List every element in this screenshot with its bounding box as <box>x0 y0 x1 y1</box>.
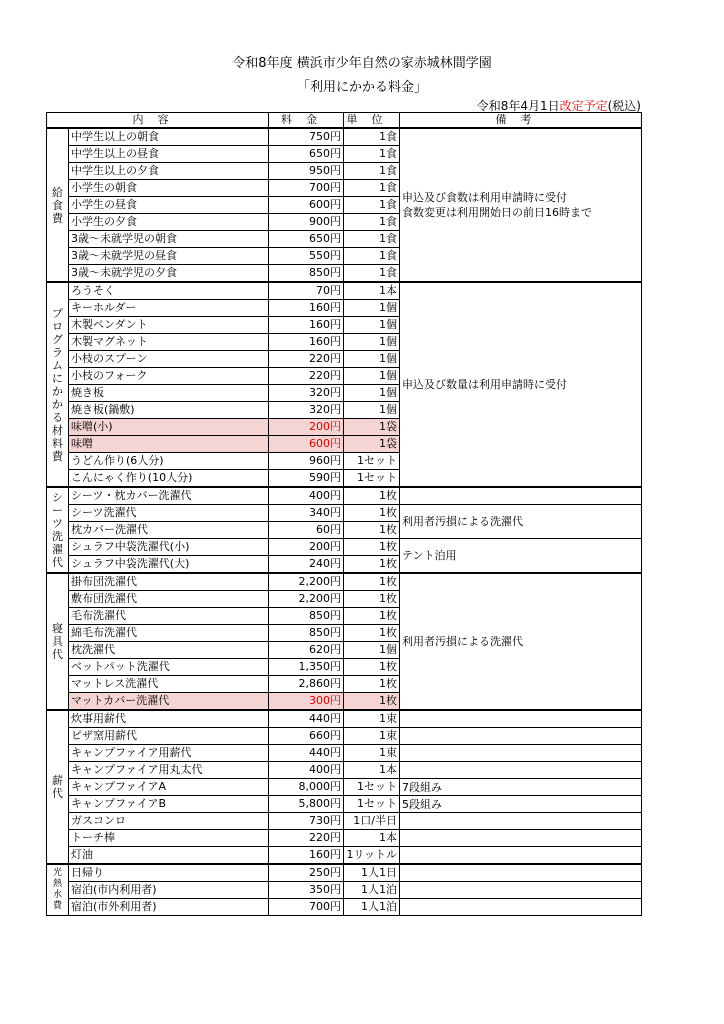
table-row <box>47 505 642 522</box>
item-unit: 1袋 <box>344 419 400 436</box>
item-unit: 1枚 <box>344 505 400 522</box>
item-unit: 1人1日 <box>344 864 400 882</box>
item-name: 味噌(小) <box>69 419 269 436</box>
category-label: 寝具代 <box>52 622 63 661</box>
item-unit: 1枚 <box>344 676 400 693</box>
item-price: 2,200円 <box>269 591 344 608</box>
item-price: 750円 <box>269 128 344 146</box>
item-name: 炊事用薪代 <box>69 710 269 728</box>
item-price: 440円 <box>269 745 344 762</box>
item-price: 250円 <box>269 864 344 882</box>
category-label: 光熱水費 <box>52 868 62 911</box>
item-name: 味噌 <box>69 436 269 453</box>
item-price: 160円 <box>269 317 344 334</box>
item-unit: 1食 <box>344 180 400 197</box>
item-price: 440円 <box>269 710 344 728</box>
category-cell <box>47 573 69 710</box>
remarks-line: 食数変更は利用開始日の前日16時まで <box>402 206 592 219</box>
item-name: 小学生の朝食 <box>69 180 269 197</box>
item-name: 小枝のフォーク <box>69 368 269 385</box>
category-cell <box>47 282 69 487</box>
item-unit: 1食 <box>344 128 400 146</box>
table-row <box>47 745 642 762</box>
item-price: 220円 <box>269 368 344 385</box>
item-name: ろうそく <box>69 282 269 300</box>
item-name: 中学生以上の夕食 <box>69 163 269 180</box>
item-unit: 1食 <box>344 231 400 248</box>
item-unit: 1食 <box>344 197 400 214</box>
item-price: 400円 <box>269 487 344 505</box>
item-unit: 1本 <box>344 830 400 847</box>
item-name: 3歳～未就学児の昼食 <box>69 248 269 265</box>
item-unit: 1食 <box>344 163 400 180</box>
item-unit: 1セット <box>344 779 400 796</box>
item-price: 320円 <box>269 402 344 419</box>
item-price: 730円 <box>269 813 344 830</box>
category-label: 給食費 <box>52 185 63 225</box>
remarks-cell: テント泊用 <box>400 539 642 574</box>
item-price: 650円 <box>269 146 344 163</box>
item-unit: 1食 <box>344 214 400 231</box>
remarks-cell <box>400 847 642 865</box>
item-name: 焼き板(鍋敷) <box>69 402 269 419</box>
table-row <box>47 539 642 556</box>
table-header-row <box>47 113 642 129</box>
item-name: 焼き板 <box>69 385 269 402</box>
item-price: 850円 <box>269 625 344 642</box>
item-price: 2,860円 <box>269 676 344 693</box>
item-name: 木製マグネット <box>69 334 269 351</box>
item-unit: 1個 <box>344 385 400 402</box>
item-name: うどん作り(6人分) <box>69 453 269 470</box>
item-name: 小学生の昼食 <box>69 197 269 214</box>
item-name: トーチ棒 <box>69 830 269 847</box>
item-price: 70円 <box>269 282 344 300</box>
item-price: 220円 <box>269 351 344 368</box>
item-unit: 1リットル <box>344 847 400 865</box>
tax-note: (税込) <box>607 99 641 113</box>
header-remarks: 備考 <box>400 113 642 129</box>
remarks-cell <box>400 710 642 728</box>
item-price: 240円 <box>269 556 344 574</box>
item-name: シュラフ中袋洗濯代(小) <box>69 539 269 556</box>
item-name: ガスコンロ <box>69 813 269 830</box>
item-unit: 1個 <box>344 642 400 659</box>
item-price: 1,350円 <box>269 659 344 676</box>
table-row <box>47 128 642 146</box>
item-price: 60円 <box>269 522 344 539</box>
remarks-cell <box>400 864 642 882</box>
item-name: 宿泊(市外利用者) <box>69 899 269 916</box>
category-cell <box>47 864 69 916</box>
item-name: マットレス洗濯代 <box>69 676 269 693</box>
fee-table-body <box>47 128 642 916</box>
document-subtitle: 「利用にかかる料金」 <box>296 80 427 95</box>
item-name: キャンプファイア用薪代 <box>69 745 269 762</box>
item-price: 350円 <box>269 882 344 899</box>
item-unit: 1口/半日 <box>344 813 400 830</box>
item-price: 2,200円 <box>269 573 344 591</box>
item-name: 3歳～未就学児の夕食 <box>69 265 269 283</box>
item-name: 灯油 <box>69 847 269 865</box>
remarks-cell <box>400 762 642 779</box>
item-name: シーツ・枕カバー洗濯代 <box>69 487 269 505</box>
item-name: ベットパット洗濯代 <box>69 659 269 676</box>
item-unit: 1個 <box>344 402 400 419</box>
item-unit: 1個 <box>344 334 400 351</box>
table-row <box>47 813 642 830</box>
item-name: キャンプファイアA <box>69 779 269 796</box>
item-unit: 1個 <box>344 317 400 334</box>
item-unit: 1枚 <box>344 539 400 556</box>
category-cell <box>47 710 69 864</box>
item-price: 300円 <box>269 693 344 711</box>
item-name: 小枝のスプーン <box>69 351 269 368</box>
remarks-cell <box>400 573 642 710</box>
remarks-line: 申込及び食数は利用申請時に受付 <box>402 191 567 204</box>
header-price: 料金 <box>269 113 344 129</box>
item-name: 中学生以上の昼食 <box>69 146 269 163</box>
remarks-cell <box>400 487 642 505</box>
table-row <box>47 796 642 813</box>
remarks-cell <box>400 128 642 282</box>
item-price: 340円 <box>269 505 344 522</box>
item-price: 960円 <box>269 453 344 470</box>
item-name: 枕洗濯代 <box>69 642 269 659</box>
item-name: シーツ洗濯代 <box>69 505 269 522</box>
remarks-cell: 7段組み <box>400 779 642 796</box>
item-unit: 1枚 <box>344 608 400 625</box>
item-name: 宿泊(市内利用者) <box>69 882 269 899</box>
table-row <box>47 882 642 899</box>
table-row <box>47 762 642 779</box>
item-price: 200円 <box>269 539 344 556</box>
item-name: 掛布団洗濯代 <box>69 573 269 591</box>
item-unit: 1食 <box>344 248 400 265</box>
item-price: 600円 <box>269 197 344 214</box>
item-name: 中学生以上の朝食 <box>69 128 269 146</box>
table-row <box>47 710 642 728</box>
item-unit: 1枚 <box>344 487 400 505</box>
remarks-cell: 利用者汚損による洗濯代 <box>400 505 642 539</box>
remarks-cell <box>400 282 642 487</box>
item-price: 700円 <box>269 899 344 916</box>
item-name: キーホルダー <box>69 300 269 317</box>
item-price: 550円 <box>269 248 344 265</box>
item-unit: 1本 <box>344 762 400 779</box>
item-price: 5,800円 <box>269 796 344 813</box>
item-price: 950円 <box>269 163 344 180</box>
item-name: 毛布洗濯代 <box>69 608 269 625</box>
remarks-cell <box>400 813 642 830</box>
item-price: 160円 <box>269 334 344 351</box>
item-price: 660円 <box>269 728 344 745</box>
table-row <box>47 728 642 745</box>
item-unit: 1袋 <box>344 436 400 453</box>
item-unit: 1枚 <box>344 556 400 574</box>
item-name: こんにゃく作り(10人分) <box>69 470 269 488</box>
table-row <box>47 487 642 505</box>
item-unit: 1個 <box>344 300 400 317</box>
category-cell <box>47 487 69 573</box>
item-name: 日帰り <box>69 864 269 882</box>
remarks-cell <box>400 745 642 762</box>
item-unit: 1枚 <box>344 522 400 539</box>
remarks-cell <box>400 899 642 916</box>
table-row <box>47 282 642 300</box>
item-price: 700円 <box>269 180 344 197</box>
remarks-cell <box>400 728 642 745</box>
item-price: 900円 <box>269 214 344 231</box>
item-unit: 1個 <box>344 351 400 368</box>
item-name: ピザ窯用薪代 <box>69 728 269 745</box>
item-name: 綿毛布洗濯代 <box>69 625 269 642</box>
item-name: キャンプファイア用丸太代 <box>69 762 269 779</box>
item-price: 850円 <box>269 265 344 283</box>
item-unit: 1食 <box>344 146 400 163</box>
item-name: マットカバー洗濯代 <box>69 693 269 711</box>
header-unit: 単位 <box>344 113 400 129</box>
item-price: 400円 <box>269 762 344 779</box>
table-row <box>47 573 642 591</box>
item-price: 8,000円 <box>269 779 344 796</box>
table-row <box>47 779 642 796</box>
item-unit: 1束 <box>344 745 400 762</box>
table-row <box>47 864 642 882</box>
remarks-line: 申込及び数量は利用申請時に受付 <box>402 378 567 391</box>
document-title: 令和8年度 横浜市少年自然の家赤城林間学園 <box>232 56 492 71</box>
table-row <box>47 899 642 916</box>
item-unit: 1人1泊 <box>344 899 400 916</box>
item-price: 620円 <box>269 642 344 659</box>
item-name: 小学生の夕食 <box>69 214 269 231</box>
item-price: 200円 <box>269 419 344 436</box>
item-unit: 1個 <box>344 368 400 385</box>
revision-date: 令和8年4月1日 <box>476 99 560 113</box>
item-unit: 1枚 <box>344 625 400 642</box>
item-unit: 1食 <box>344 265 400 283</box>
item-unit: 1セット <box>344 470 400 488</box>
item-name: 木製ペンダント <box>69 317 269 334</box>
category-label: シーツ洗濯代 <box>52 491 63 569</box>
item-price: 220円 <box>269 830 344 847</box>
fee-table <box>46 112 642 916</box>
item-price: 160円 <box>269 847 344 865</box>
category-label: 薪代 <box>52 774 63 800</box>
item-price: 600円 <box>269 436 344 453</box>
category-cell <box>47 128 69 282</box>
remarks-cell <box>400 830 642 847</box>
item-unit: 1本 <box>344 282 400 300</box>
remarks-line: 利用者汚損による洗濯代 <box>402 635 523 648</box>
item-unit: 1束 <box>344 710 400 728</box>
item-unit: 1枚 <box>344 573 400 591</box>
remarks-cell <box>400 882 642 899</box>
table-row <box>47 847 642 865</box>
item-unit: 1人1泊 <box>344 882 400 899</box>
item-price: 320円 <box>269 385 344 402</box>
item-unit: 1枚 <box>344 693 400 711</box>
item-price: 650円 <box>269 231 344 248</box>
item-unit: 1枚 <box>344 591 400 608</box>
item-price: 850円 <box>269 608 344 625</box>
item-name: キャンプファイアB <box>69 796 269 813</box>
item-unit: 1セット <box>344 796 400 813</box>
table-row <box>47 830 642 847</box>
item-name: 敷布団洗濯代 <box>69 591 269 608</box>
category-label: プログラムにかかる材料費 <box>52 306 63 463</box>
item-name: シュラフ中袋洗濯代(大) <box>69 556 269 574</box>
item-unit: 1枚 <box>344 659 400 676</box>
remarks-cell: 5段組み <box>400 796 642 813</box>
revision-status: 改定予定 <box>559 99 608 113</box>
item-price: 160円 <box>269 300 344 317</box>
item-name: 枕カバー洗濯代 <box>69 522 269 539</box>
item-unit: 1束 <box>344 728 400 745</box>
item-name: 3歳～未就学児の朝食 <box>69 231 269 248</box>
header-content: 内容 <box>47 113 269 129</box>
item-price: 590円 <box>269 470 344 488</box>
item-unit: 1セット <box>344 453 400 470</box>
